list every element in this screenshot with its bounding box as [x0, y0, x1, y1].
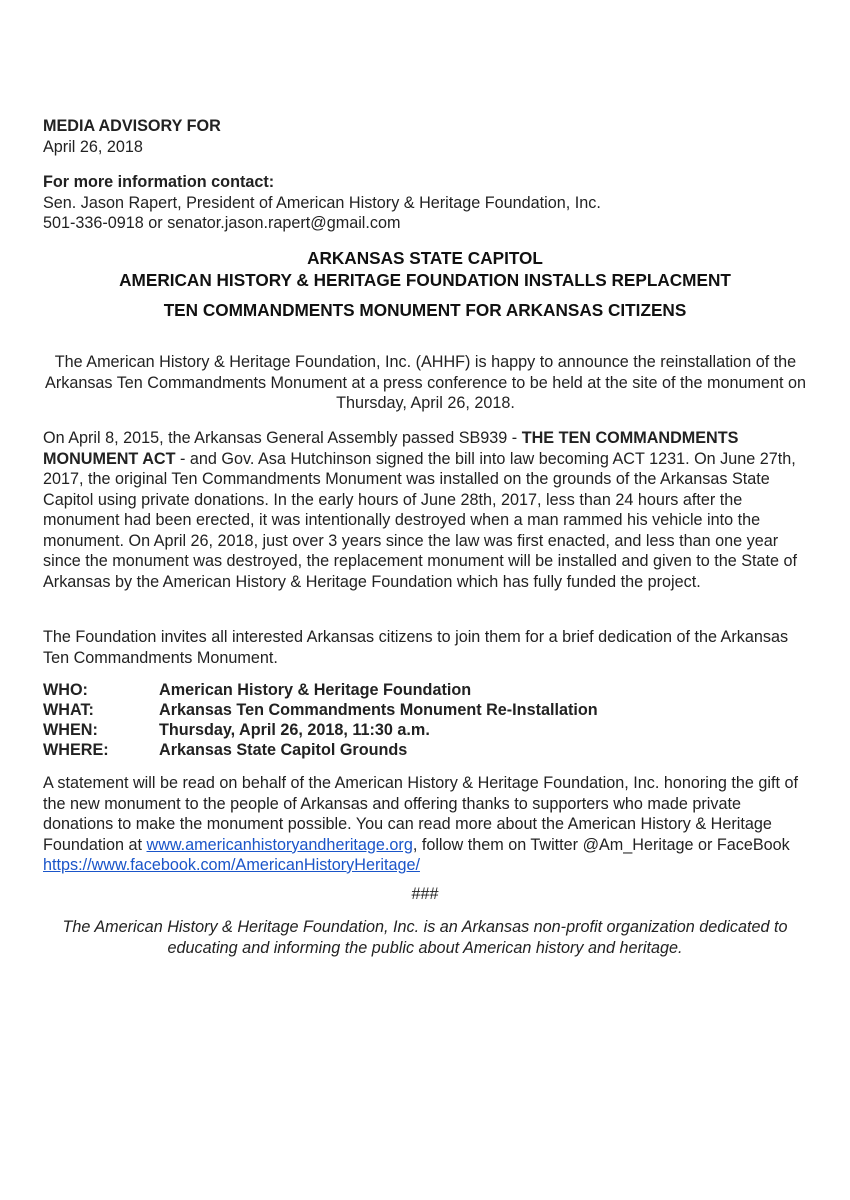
detail-row-what — [43, 700, 813, 720]
organization-footer: The American History & Heritage Foundation, Inc. is an Arkansas non-profit organization dedicated to educating and informing the public about American history and heritage. — [62, 918, 788, 957]
contact-label: For more information contact: — [43, 173, 275, 191]
history-text-start: On April 8, 2015, the Arkansas General Assembly passed SB939 - — [43, 429, 522, 447]
what-value: Arkansas Ten Commandments Monument Re-Installation — [159, 701, 598, 719]
headline-line-1: ARKANSAS STATE CAPITOL — [307, 248, 543, 268]
facebook-link[interactable]: https://www.facebook.com/AmericanHistoryHeritage/ — [43, 856, 420, 874]
detail-row-where — [43, 740, 813, 760]
statement-text-1: A statement will be read on behalf of the American History & Heritage Foundation, Inc. honoring the gift of the new monument to the people of Arkansas and offering thanks to supporters who made private donations to make the monument possible. You can read more about the American History & Heritage Foundation at — [43, 774, 798, 854]
event-details — [43, 680, 813, 760]
contact-info: 501-336-0918 or senator.jason.rapert@gmail.com — [43, 214, 401, 232]
detail-row-when — [43, 720, 813, 740]
headline-line-3: TEN COMMANDMENTS MONUMENT FOR ARKANSAS CITIZENS — [163, 300, 687, 320]
statement-text-2: , follow them on Twitter @Am_Heritage or FaceBook — [412, 835, 790, 854]
invitation-paragraph: The Foundation invites all interested Arkansas citizens to join them for a brief dedication of the Arkansas Ten Commandments Monument. — [43, 628, 789, 667]
headline-line-2: AMERICAN HISTORY & HERITAGE FOUNDATION INSTALLS REPLACMENT — [119, 270, 731, 290]
history-paragraph — [43, 428, 813, 592]
contact-block — [43, 172, 823, 234]
act-name: THE TEN COMMANDMENTS MONUMENT ACT — [43, 429, 739, 468]
history-text-end: - and Gov. Asa Hutchinson signed the bill into law becoming ACT 1231. On June 27th, 2017, the original Ten Commandments Monument was installed on the grounds of the Arkansas State Capitol using private donations. In the early hours of June 28th, 2017, less than 24 hours after the monument had been erected, it was intentionally destroyed when a man rammed his vehicle into the monument. On April 26, 2018, just over 3 years since the law was first enacted, and less than one year since the monument was destroyed, the replacement monument will be installed and given to the State of Arkansas by the American History & Heritage Foundation which has fully funded the project. — [43, 449, 798, 591]
who-value: American History & Heritage Foundation — [159, 681, 472, 699]
when-value: Thursday, April 26, 2018, 11:30 a.m. — [159, 721, 430, 739]
contact-name: Sen. Jason Rapert, President of American History & Heritage Foundation, Inc. — [43, 193, 601, 212]
where-label: WHERE: — [43, 741, 109, 759]
where-value: Arkansas State Capitol Grounds — [159, 741, 408, 759]
advisory-date: April 26, 2018 — [43, 137, 143, 156]
website-link[interactable]: www.americanhistoryandheritage.org — [146, 835, 413, 854]
statement-paragraph — [43, 773, 813, 876]
intro-paragraph: The American History & Heritage Foundation, Inc. (AHHF) is happy to announce the reinstallation of the Arkansas Ten Commandments Monument at a press conference to be held at the site of the monument on Thursday, April 26, 2018. — [45, 353, 806, 412]
what-label: WHAT: — [43, 701, 94, 719]
detail-row-who — [43, 680, 813, 700]
end-separator: ### — [411, 885, 439, 903]
advisory-block — [43, 116, 803, 157]
who-label: WHO: — [43, 681, 88, 699]
when-label: WHEN: — [43, 721, 98, 739]
advisory-label: MEDIA ADVISORY FOR — [43, 117, 221, 135]
